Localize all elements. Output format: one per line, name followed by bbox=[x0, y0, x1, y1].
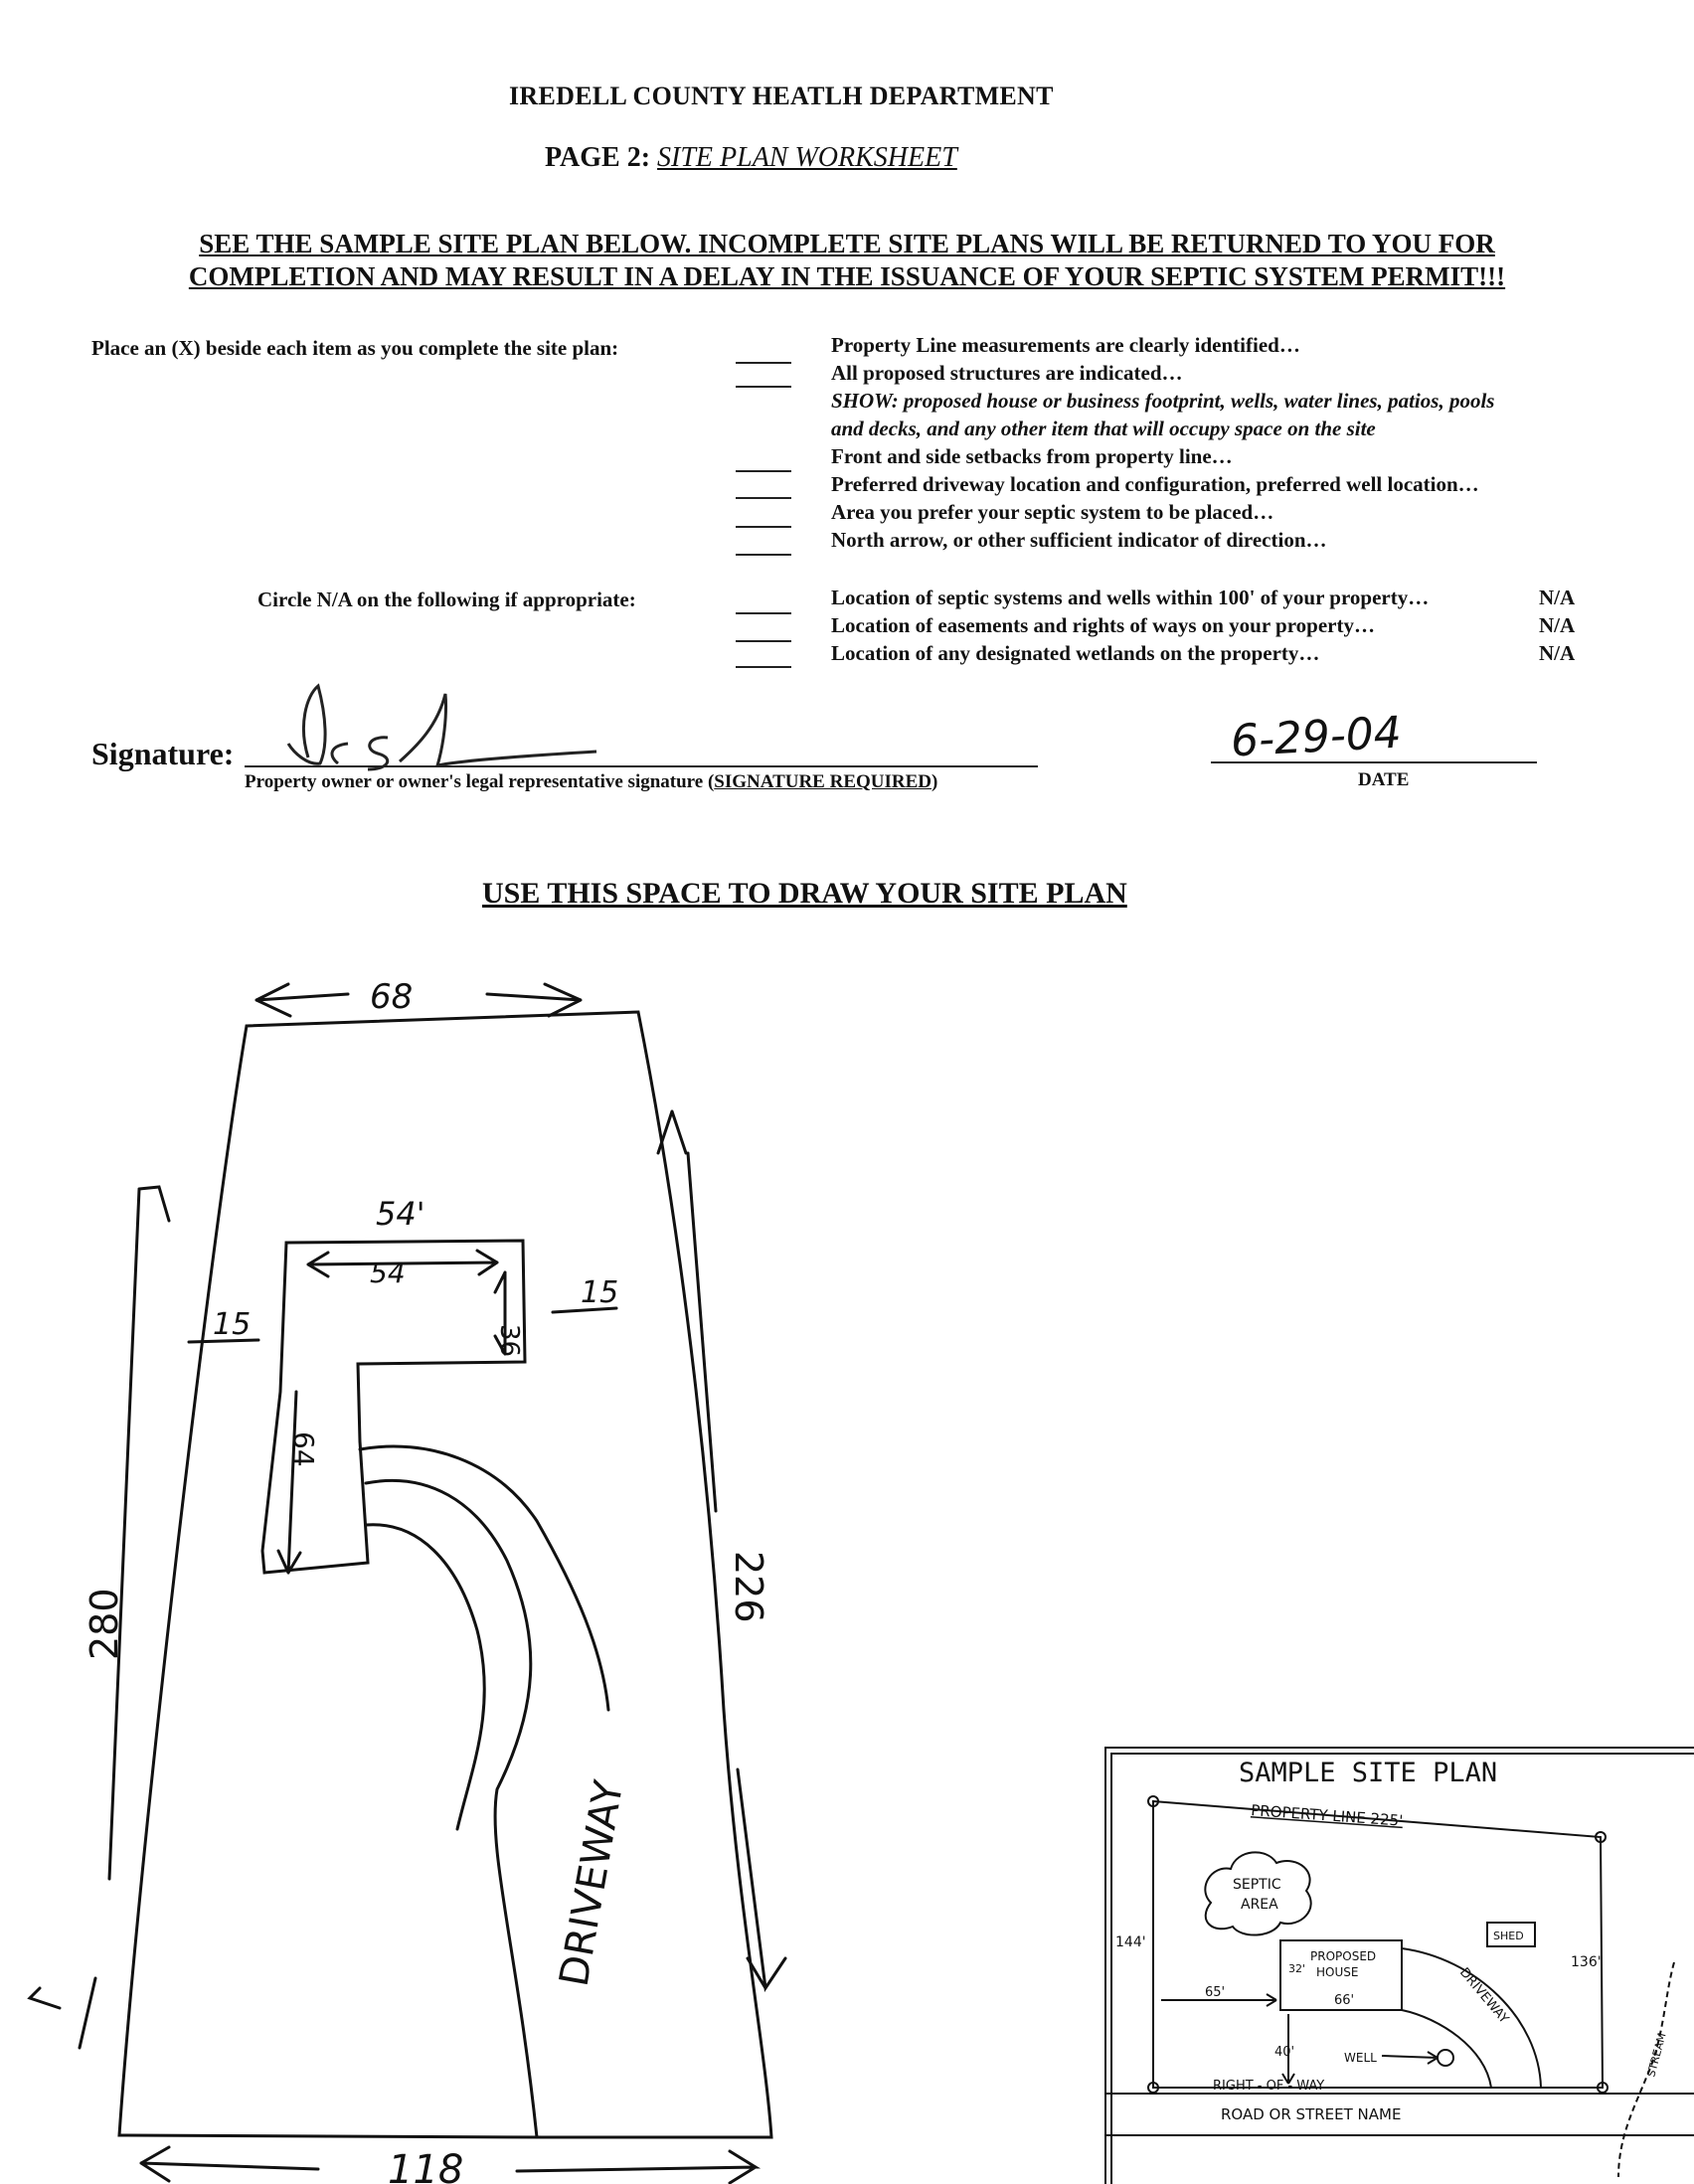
house-footprint bbox=[262, 1241, 525, 1573]
sample-setback: 65' bbox=[1205, 1985, 1226, 2000]
checkbox-blank[interactable] bbox=[736, 362, 791, 364]
na-option[interactable]: N/A bbox=[1539, 641, 1576, 665]
checkbox-blank[interactable] bbox=[736, 497, 791, 499]
driveway-mid bbox=[366, 1480, 537, 2137]
checklist-item: All proposed structures are indicated… bbox=[831, 361, 1183, 385]
date-value: 6-29-04 bbox=[1229, 707, 1403, 767]
optional-item: Location of easements and rights of ways on your property… bbox=[831, 613, 1375, 637]
sample-well: WELL bbox=[1344, 2051, 1377, 2065]
department-title: IREDELL COUNTY HEATLH DEPARTMENT bbox=[509, 82, 1054, 110]
checklist-item: SHOW: proposed house or business footprint, wells, water lines, patios, pools bbox=[831, 389, 1495, 413]
sample-area-label: AREA bbox=[1241, 1897, 1278, 1913]
checklist-item: Area you prefer your septic system to be placed… bbox=[831, 500, 1274, 524]
sample-front: 40' bbox=[1274, 2045, 1295, 2060]
checklist-item: Preferred driveway location and configuration, preferred well location… bbox=[831, 472, 1479, 496]
sketch-label-right-side: 226 bbox=[727, 1551, 770, 1623]
checkbox-blank[interactable] bbox=[736, 554, 791, 556]
sample-house-width: 66' bbox=[1334, 1993, 1355, 2008]
page-prefix: PAGE 2: bbox=[545, 142, 651, 173]
signature-required: SIGNATURE REQUIRED bbox=[714, 771, 932, 792]
sketch-label-driveway: DRIVEWAY bbox=[551, 1776, 633, 1990]
checkbox-blank[interactable] bbox=[736, 612, 791, 614]
sketch-label-house-outer: 54' bbox=[376, 1195, 425, 1233]
sketch-label-bottom: 118 bbox=[388, 2147, 464, 2184]
sample-septic-cloud bbox=[1205, 1852, 1310, 1934]
warning-notice bbox=[89, 228, 1605, 293]
sample-septic-label: SEPTIC bbox=[1233, 1877, 1281, 1893]
na-option[interactable]: N/A bbox=[1539, 586, 1576, 609]
driveway-inner bbox=[366, 1525, 484, 1829]
checklist-item: North arrow, or other sufficient indicator of direction… bbox=[831, 528, 1327, 552]
page-title-text: SITE PLAN WORKSHEET bbox=[657, 142, 957, 173]
sketch-label-house-side: 36 bbox=[494, 1324, 524, 1358]
sample-row-label: RIGHT - OF - WAY bbox=[1213, 2079, 1325, 2094]
sample-right-dim: 136' bbox=[1571, 1954, 1602, 1970]
handwritten-signature bbox=[268, 666, 626, 775]
sample-house-depth: 32' bbox=[1288, 1962, 1306, 1975]
checkbox-blank[interactable] bbox=[736, 470, 791, 472]
checkbox-blank[interactable] bbox=[736, 526, 791, 528]
signature-caption-text: Property owner or owner's legal representative signature ( bbox=[245, 771, 715, 792]
sketch-label-house-wing: 64 bbox=[287, 1431, 320, 1467]
date-label: DATE bbox=[1358, 769, 1410, 790]
sketch-label-left-setback: 15 bbox=[213, 1307, 252, 1342]
top-dimension-arrow bbox=[256, 984, 581, 1016]
checkbox-blank[interactable] bbox=[736, 666, 791, 668]
signature-caption-end: ) bbox=[932, 771, 938, 792]
hand-drawn-site-plan bbox=[0, 954, 1094, 2184]
sample-house-label-1: PROPOSED bbox=[1310, 1949, 1377, 1963]
sample-property-line-label: PROPERTY LINE 225' bbox=[1250, 1801, 1404, 1830]
sketch-label-top: 68 bbox=[370, 977, 414, 1017]
warning-line-1: SEE THE SAMPLE SITE PLAN BELOW. INCOMPLETE SITE PLANS WILL BE RETURNED TO YOU FOR bbox=[199, 229, 1495, 258]
optional-item: Location of any designated wetlands on the property… bbox=[831, 641, 1320, 665]
sample-house-label-2: HOUSE bbox=[1316, 1965, 1359, 1979]
page-title bbox=[545, 142, 957, 174]
checklist-item: Property Line measurements are clearly identified… bbox=[831, 333, 1300, 357]
signature-label: Signature: bbox=[91, 736, 235, 771]
checklist-instruction: Place an (X) beside each item as you complete the site plan: bbox=[91, 336, 619, 360]
signature-caption bbox=[245, 771, 937, 793]
sample-site-plan bbox=[1101, 1740, 1694, 2184]
optional-item: Location of septic systems and wells within 100' of your property… bbox=[831, 586, 1430, 609]
optional-instruction: Circle N/A on the following if appropriate: bbox=[257, 588, 636, 611]
sample-title: SAMPLE SITE PLAN bbox=[1239, 1758, 1498, 1788]
na-option[interactable]: N/A bbox=[1539, 613, 1576, 637]
sample-stream-label: STREAM bbox=[1644, 2031, 1669, 2079]
checklist-item: and decks, and any other item that will occupy space on the site bbox=[831, 417, 1376, 440]
sketch-label-left-side: 280 bbox=[83, 1588, 126, 1660]
warning-line-2: COMPLETION AND MAY RESULT IN A DELAY IN THE ISSUANCE OF YOUR SEPTIC SYSTEM PERMIT!!! bbox=[188, 261, 1506, 291]
checkbox-blank[interactable] bbox=[736, 640, 791, 642]
checklist-item: Front and side setbacks from property line… bbox=[831, 444, 1233, 468]
checkbox-blank[interactable] bbox=[736, 386, 791, 388]
sample-road-label: ROAD OR STREET NAME bbox=[1221, 2105, 1402, 2123]
sample-left-dim: 144' bbox=[1115, 1934, 1146, 1950]
sketch-label-right-setback: 15 bbox=[581, 1275, 619, 1310]
draw-heading: USE THIS SPACE TO DRAW YOUR SITE PLAN bbox=[482, 877, 1127, 910]
sketch-label-house-inner: 54 bbox=[370, 1257, 406, 1289]
sample-shed-label: SHED bbox=[1493, 1930, 1524, 1942]
sample-driveway-label: DRIVEWAY bbox=[1455, 1964, 1512, 2027]
house-wing-arrow bbox=[278, 1392, 300, 1573]
property-boundary bbox=[119, 1012, 771, 2137]
